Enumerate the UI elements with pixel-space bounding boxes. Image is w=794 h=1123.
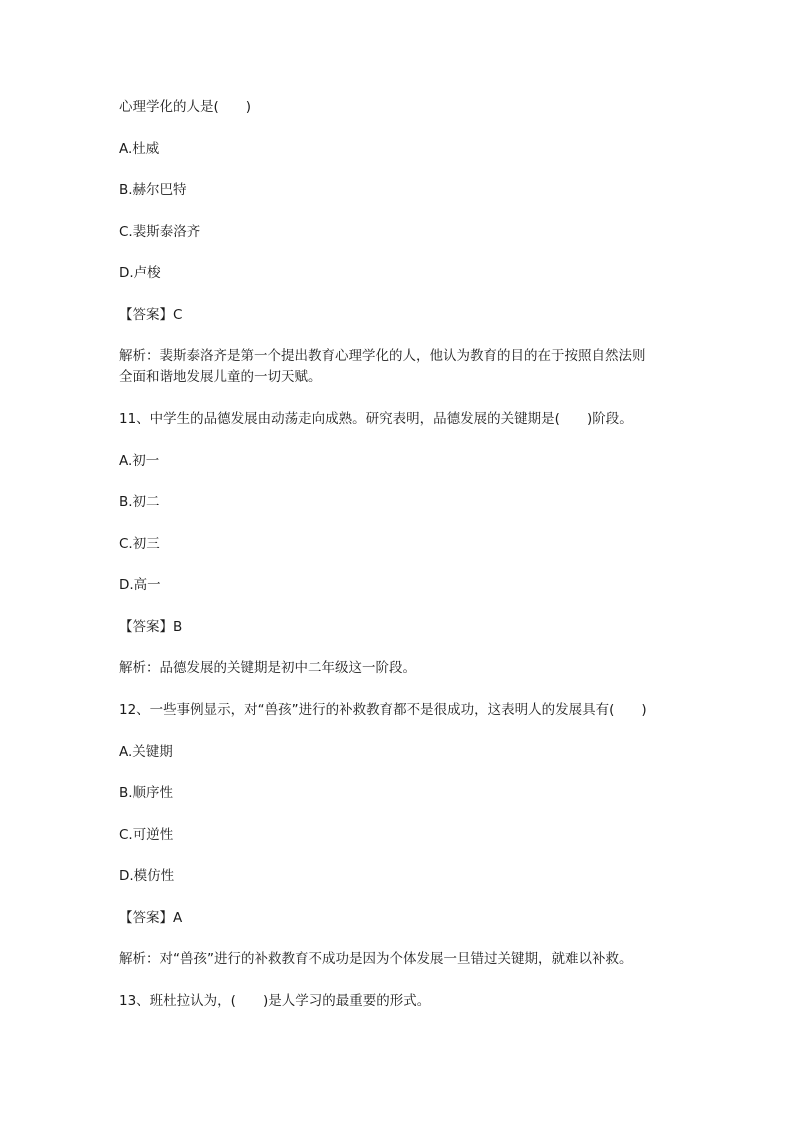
question-11-explanation: 解析：品德发展的关键期是初中二年级这一阶段。 bbox=[119, 660, 416, 676]
question-11-answer: 【答案】B bbox=[119, 619, 183, 635]
question-10-option-b: B.赫尔巴特 bbox=[119, 182, 187, 198]
question-12-explanation: 解析：对“兽孩”进行的补救教育不成功是因为个体发展一旦错过关键期，就难以补救。 bbox=[119, 951, 633, 967]
question-10-answer: 【答案】C bbox=[119, 307, 183, 323]
question-12-option-c: C.可逆性 bbox=[119, 827, 174, 843]
question-11-stem: 11、中学生的品德发展由动荡走向成熟。研究表明，品德发展的关键期是( )阶段。 bbox=[119, 411, 633, 427]
question-10-stem-tail: 心理学化的人是( ) bbox=[119, 99, 252, 115]
question-12-option-b: B.顺序性 bbox=[119, 785, 174, 801]
question-12-option-a: A.关键期 bbox=[119, 744, 173, 760]
question-10-option-c: C.裴斯泰洛齐 bbox=[119, 224, 201, 240]
question-12-option-d: D.模仿性 bbox=[119, 868, 175, 884]
question-11-option-d: D.高一 bbox=[119, 577, 161, 593]
question-10-explanation-line-1: 解析：裴斯泰洛齐是第一个提出教育心理学化的人，他认为教育的目的在于按照自然法则 bbox=[119, 348, 646, 364]
question-12-answer: 【答案】A bbox=[119, 910, 183, 926]
question-11-option-b: B.初二 bbox=[119, 494, 160, 510]
question-10-option-a: A.杜威 bbox=[119, 141, 160, 157]
question-11-option-a: A.初一 bbox=[119, 453, 160, 469]
question-13-stem: 13、班杜拉认为，( )是人学习的最重要的形式。 bbox=[119, 993, 431, 1009]
question-12-stem: 12、一些事例显示，对“兽孩”进行的补救教育都不是很成功，这表明人的发展具有( ) bbox=[119, 702, 647, 718]
question-11-option-c: C.初三 bbox=[119, 536, 160, 552]
question-10-explanation-line-2: 全面和谐地发展儿童的一切天赋。 bbox=[119, 369, 322, 385]
question-10-option-d: D.卢梭 bbox=[119, 265, 161, 281]
